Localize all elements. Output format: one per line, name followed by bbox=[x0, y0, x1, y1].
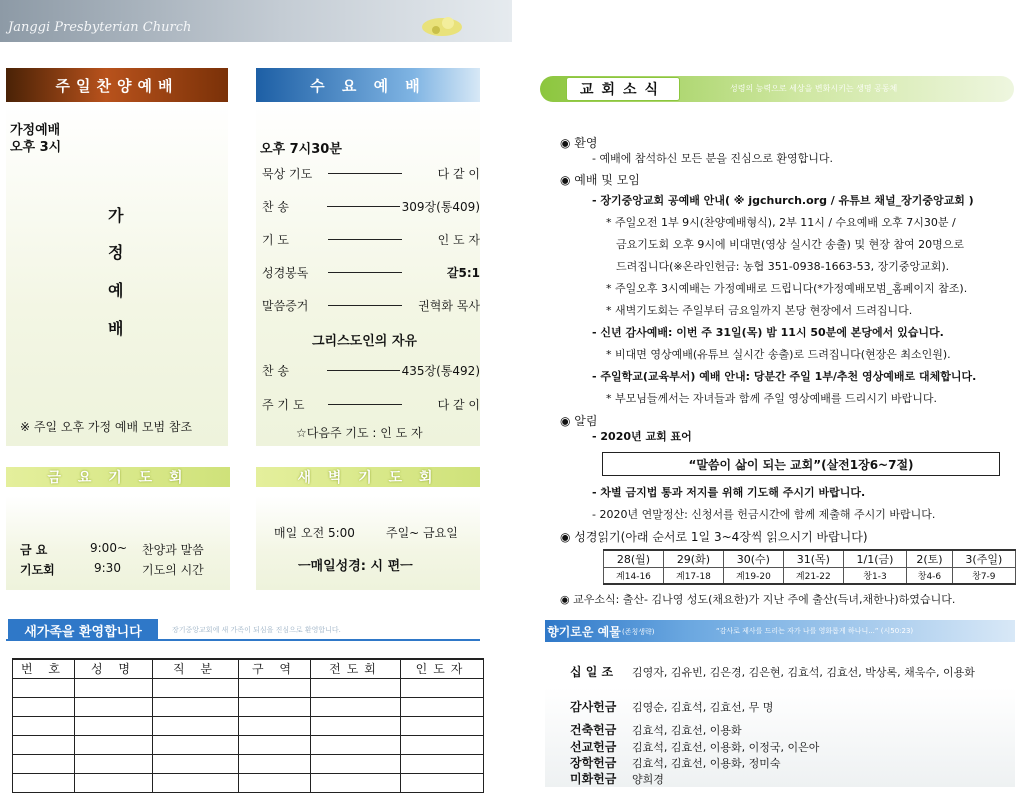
notice-line: - 2020년 교회 표어 bbox=[592, 430, 692, 443]
table-cell bbox=[13, 735, 75, 754]
church-motto: 성령의 능력으로 세상을 변화시키는 생명 공동체 bbox=[730, 84, 898, 93]
order-row bbox=[262, 297, 480, 314]
friday-time: 9:00~ bbox=[90, 541, 128, 555]
vertical-char: 배 bbox=[108, 319, 124, 338]
order-row bbox=[262, 198, 480, 215]
table-cell bbox=[153, 735, 239, 754]
table-row bbox=[13, 773, 484, 792]
offering-tag: 향기로운 예물 bbox=[547, 624, 621, 639]
table-cell bbox=[311, 716, 401, 735]
table-cell bbox=[75, 754, 153, 773]
notice-heading: ◉ 알림 bbox=[560, 414, 598, 428]
reading-passage: 창1-3 bbox=[843, 568, 906, 584]
order-value: 다 같 이 bbox=[437, 398, 480, 412]
church-name: Janggi Presbyterian Church bbox=[8, 20, 192, 35]
offering-names: 김효석, 김효선, 이용화 bbox=[632, 724, 742, 737]
worship-line: - 장기중앙교회 공예배 안내( ※ jgchurch.org / 유튜브 채널_장기중앙교회 ) bbox=[592, 194, 974, 207]
offering-label: 건축헌금 bbox=[570, 723, 617, 737]
friday-desc: 기도의 시간 bbox=[142, 563, 204, 577]
table-cell bbox=[401, 716, 484, 735]
reading-day: 29(화) bbox=[663, 550, 723, 568]
column-header: 번 호 bbox=[13, 659, 75, 678]
reading-passage: 계17-18 bbox=[663, 568, 723, 584]
offering-verse: “감사로 제사를 드리는 자가 나를 영화롭게 하나니...” (시50:23) bbox=[716, 627, 914, 635]
vertical-char: 예 bbox=[108, 281, 124, 300]
friday-name: 기도회 bbox=[20, 563, 55, 577]
worship-line: - 주일학교(교육부서) 예배 안내: 당분간 주일 1부/추천 영상예배로 대체합니다. bbox=[592, 370, 977, 383]
table-row bbox=[13, 716, 484, 735]
table-cell bbox=[153, 697, 239, 716]
table-cell bbox=[13, 716, 75, 735]
table-cell bbox=[401, 697, 484, 716]
reading-passage: 계14-16 bbox=[604, 568, 664, 584]
newcomer-note: 장기중앙교회에 새 가족이 되심을 진심으로 환영합니다. bbox=[172, 626, 341, 634]
order-value: 309장(통409) bbox=[401, 200, 480, 214]
dawn-prayer-banner: 새 벽 기 도 회 bbox=[256, 467, 480, 487]
wednesday-time: 오후 7시30분 bbox=[260, 142, 342, 157]
worship-line: - 신년 감사예배: 이번 주 31일(목) 밤 11시 50분에 본당에서 있습니다. bbox=[592, 326, 944, 339]
table-cell bbox=[239, 735, 311, 754]
friday-prayer-banner: 금 요 기 도 회 bbox=[6, 467, 230, 487]
table-cell bbox=[311, 678, 401, 697]
worship-line: * 새벽기도회는 주일부터 금요일까지 본당 현장에서 드려집니다. bbox=[606, 304, 913, 317]
reading-day: 1/1(금) bbox=[843, 550, 906, 568]
table-cell bbox=[239, 697, 311, 716]
table-cell bbox=[239, 754, 311, 773]
notice-line: - 2020년 연말정산: 신청서를 헌금시간에 함께 제출해 주시기 바랍니다. bbox=[592, 508, 936, 521]
offering-subtitle: (존칭생략) bbox=[622, 628, 655, 636]
dawn-time: 매일 오전 5:00 bbox=[274, 526, 355, 540]
table-cell bbox=[75, 773, 153, 792]
vertical-char: 정 bbox=[108, 243, 124, 262]
order-row bbox=[262, 231, 480, 248]
table-cell bbox=[13, 678, 75, 697]
newcomer-table-body bbox=[13, 678, 484, 792]
table-row bbox=[13, 754, 484, 773]
vertical-char: 가 bbox=[108, 206, 124, 225]
table-cell bbox=[153, 678, 239, 697]
table-cell bbox=[75, 697, 153, 716]
worship-line: 드려집니다(※온라인헌금: 농협 351-0938-1663-53, 장기중앙교회). bbox=[616, 260, 950, 273]
order-value: 권혁화 목사 bbox=[418, 299, 480, 313]
table-cell bbox=[401, 754, 484, 773]
table-cell bbox=[75, 735, 153, 754]
reading-day: 2(토) bbox=[907, 550, 953, 568]
home-worship-title: 가정예배 bbox=[10, 123, 61, 138]
reading-day: 3(주일) bbox=[952, 550, 1015, 568]
dawn-panel bbox=[256, 496, 480, 590]
offering-names: 김영순, 김효석, 김효선, 무 명 bbox=[632, 701, 774, 714]
order-value: 인 도 자 bbox=[437, 233, 480, 247]
order-value: 다 같 이 bbox=[437, 167, 480, 181]
order-label: 주 기 도 bbox=[262, 398, 305, 412]
table-cell bbox=[239, 678, 311, 697]
offering-names: 김효석, 김효선, 이용화, 정미숙 bbox=[632, 757, 781, 770]
home-worship-note: ※ 주일 오후 가정 예배 모범 참조 bbox=[20, 420, 193, 434]
reading-passage: 계19-20 bbox=[723, 568, 783, 584]
column-header: 인도자 bbox=[401, 659, 484, 678]
reading-passage: 계21-22 bbox=[783, 568, 843, 584]
member-news: ◉ 교우소식: 출산- 김나영 성도(채요한)가 지난 주에 출산(득녀,채한나)하였습니다. bbox=[560, 593, 956, 606]
order-label: 찬 송 bbox=[262, 364, 289, 378]
table-cell bbox=[75, 716, 153, 735]
column-header: 직 분 bbox=[153, 659, 239, 678]
offering-label: 장학헌금 bbox=[570, 756, 617, 770]
offering-label: 감사헌금 bbox=[570, 700, 617, 714]
table-cell bbox=[311, 697, 401, 716]
reading-day: 28(월) bbox=[604, 550, 664, 568]
order-row bbox=[262, 396, 480, 413]
church-news-tag: 교회소식 bbox=[566, 77, 680, 101]
table-cell bbox=[401, 773, 484, 792]
worship-line: * 주일오후 3시예배는 가정예배로 드립니다(*가정예배모범_홈페이지 참조). bbox=[606, 282, 968, 295]
offering-label: 미화헌금 bbox=[570, 772, 617, 786]
table-header-row bbox=[13, 659, 484, 678]
order-row bbox=[262, 165, 480, 182]
worship-heading: ◉ 예배 및 모임 bbox=[560, 173, 640, 187]
worship-line: * 비대면 영상예배(유튜브 실시간 송출)로 드려집니다(현장은 최소인원). bbox=[606, 348, 951, 361]
welcome-text: - 예배에 참석하신 모든 분을 진심으로 환영합니다. bbox=[592, 152, 833, 165]
worship-line: 금요기도회 오후 9시에 비대면(영상 실시간 송출) 및 현장 참여 20명으로 bbox=[616, 238, 964, 251]
table-row bbox=[13, 678, 484, 697]
reading-days-row bbox=[604, 550, 1016, 568]
offering-label: 십 일 조 bbox=[570, 665, 614, 679]
worship-line: * 주일오전 1부 9시(찬양예배형식), 2부 11시 / 수요예배 오후 7시30분 / bbox=[606, 216, 956, 229]
table-cell bbox=[311, 773, 401, 792]
offering-label: 선교헌금 bbox=[570, 740, 617, 754]
order-label: 말씀증거 bbox=[262, 299, 309, 313]
dawn-days: 주일~ 금요일 bbox=[386, 526, 458, 540]
friday-time: 9:30 bbox=[94, 561, 121, 575]
table-cell bbox=[311, 754, 401, 773]
home-worship-time: 오후 3시 bbox=[10, 140, 62, 155]
order-label: 성경봉독 bbox=[262, 266, 309, 280]
order-row bbox=[262, 264, 480, 281]
table-cell bbox=[239, 716, 311, 735]
bible-reading-heading: ◉ 성경읽기(아래 순서로 1일 3~4장씩 읽으시기 바랍니다) bbox=[560, 530, 868, 544]
table-cell bbox=[153, 773, 239, 792]
table-cell bbox=[401, 735, 484, 754]
welcome-heading: ◉ 환영 bbox=[560, 136, 598, 150]
worship-line: * 부모님들께서는 자녀들과 함께 주일 영상예배를 드리시기 바랍니다. bbox=[606, 392, 937, 405]
reading-passages-row bbox=[604, 568, 1016, 584]
newcomer-tag: 새가족을 환영합니다 bbox=[8, 619, 158, 641]
table-cell bbox=[13, 754, 75, 773]
next-prayer-note: ☆다음주 기도 : 인 도 자 bbox=[296, 426, 423, 440]
friday-name: 금 요 bbox=[20, 543, 48, 557]
table-cell bbox=[13, 697, 75, 716]
wednesday-worship-banner: 수 요 예 배 bbox=[256, 68, 480, 102]
church-motto-box: “말씀이 삶이 되는 교회”(살전1장6~7절) bbox=[602, 452, 1000, 476]
order-label: 기 도 bbox=[262, 233, 289, 247]
reading-day: 30(수) bbox=[723, 550, 783, 568]
column-header: 전도회 bbox=[311, 659, 401, 678]
sermon-title: 그리스도인의 자유 bbox=[312, 334, 417, 349]
table-cell bbox=[401, 678, 484, 697]
church-logo-icon bbox=[418, 10, 466, 40]
reading-passage: 창4-6 bbox=[907, 568, 953, 584]
home-worship-label bbox=[10, 122, 61, 156]
table-cell bbox=[153, 754, 239, 773]
bible-reading-table bbox=[603, 549, 1016, 585]
order-label: 찬 송 bbox=[262, 200, 289, 214]
table-cell bbox=[153, 716, 239, 735]
dawn-reading: ㅡ매일성경: 시 편ㅡ bbox=[298, 559, 413, 574]
sunday-worship-banner: 주일찬양예배 bbox=[6, 68, 228, 102]
table-cell bbox=[75, 678, 153, 697]
column-header: 구 역 bbox=[239, 659, 311, 678]
order-row bbox=[262, 362, 480, 379]
order-value: 갈5:1 bbox=[446, 266, 480, 280]
table-cell bbox=[239, 773, 311, 792]
offering-names: 양희경 bbox=[632, 773, 664, 786]
offering-names: 김영자, 김유빈, 김은경, 김은현, 김효석, 김효선, 박상록, 채욱수, 이용화 bbox=[632, 666, 975, 679]
reading-day: 31(목) bbox=[783, 550, 843, 568]
offering-names: 김효석, 김효선, 이용화, 이정국, 이은아 bbox=[632, 741, 820, 754]
table-row bbox=[13, 735, 484, 754]
notice-line: - 차별 금지법 통과 저지를 위해 기도해 주시기 바랍니다. bbox=[592, 486, 866, 499]
newcomer-table bbox=[12, 658, 484, 793]
column-header: 성 명 bbox=[75, 659, 153, 678]
table-cell bbox=[13, 773, 75, 792]
order-value: 435장(통492) bbox=[401, 364, 480, 378]
reading-passage: 창7-9 bbox=[952, 568, 1015, 584]
order-label: 묵상 기도 bbox=[262, 167, 313, 181]
table-row bbox=[13, 697, 484, 716]
friday-desc: 찬양과 말씀 bbox=[142, 543, 204, 557]
table-cell bbox=[311, 735, 401, 754]
